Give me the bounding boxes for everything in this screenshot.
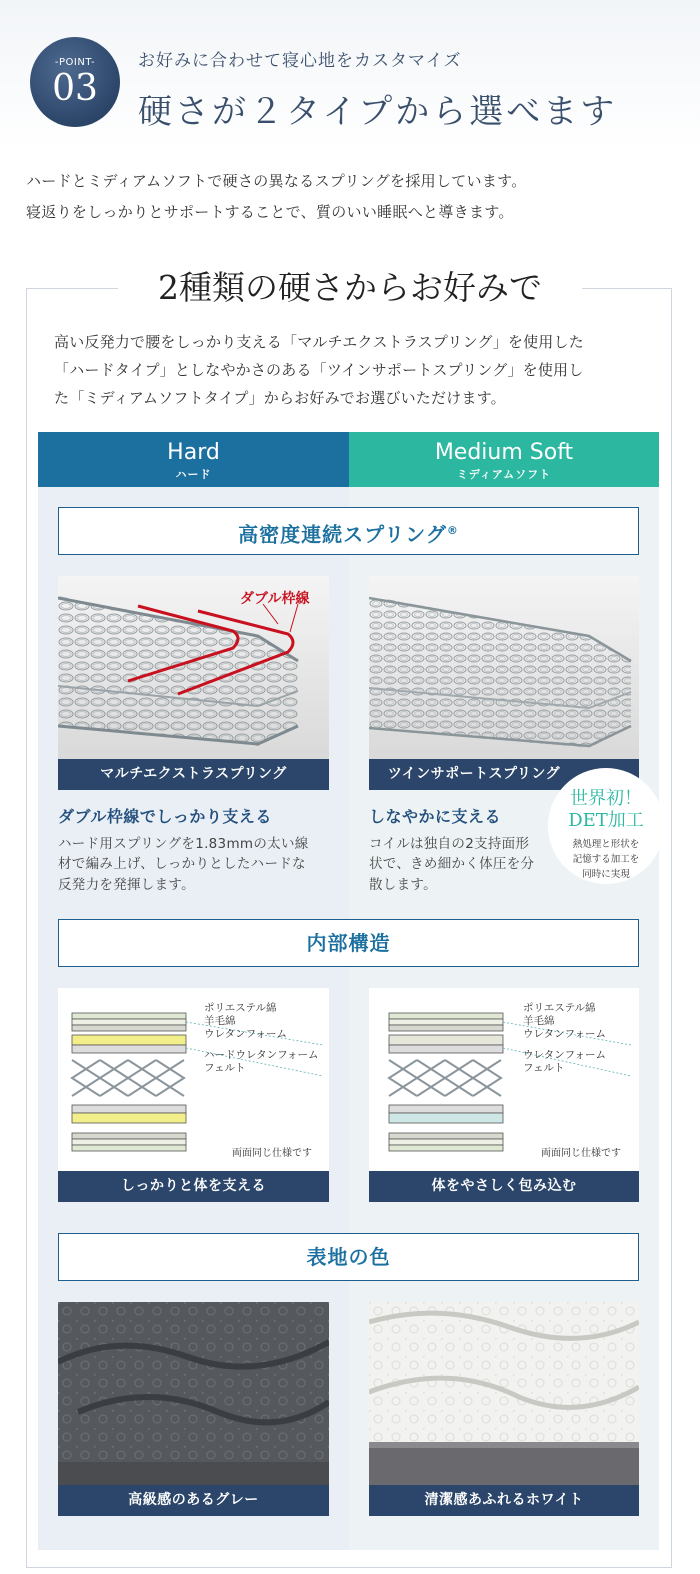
- double-frame-label: ダブル枠線: [240, 591, 310, 607]
- fabric-illustration: [58, 1302, 329, 1485]
- point-number: 03: [52, 68, 98, 109]
- soft-spring-subhead: しなやかに支える: [369, 807, 502, 826]
- hard-structure-caption: しっかりと体を支える: [58, 1171, 329, 1202]
- registered-mark: ®: [446, 524, 459, 537]
- hard-spring-subhead: ダブル枠線でしっかり支える: [58, 807, 272, 826]
- layer-label: ポリエステル綿: [204, 1002, 277, 1014]
- section-desc-3: た「ミディアムソフトタイプ」からお好みでお選びいただけます。: [54, 389, 506, 407]
- layer-label: ハードウレタンフォーム: [204, 1049, 319, 1061]
- det-badge-subtitle: DET加工: [568, 810, 644, 831]
- soft-spring-caption-text: ツインサポートスプリング: [387, 766, 561, 782]
- gray-fabric-photo: [58, 1302, 329, 1485]
- layer-label: ポリエステル綿: [523, 1002, 596, 1014]
- hard-structure-diagram: [58, 988, 329, 1171]
- layer-label: ウレタンフォーム: [523, 1049, 607, 1061]
- det-badge-note-2: 記憶する加工を: [572, 854, 640, 865]
- soft-spring-body-1: コイルは独自の2支持面形: [369, 836, 530, 852]
- intro-line-2: 寝返りをしっかりとサポートすることで、質のいい睡眠へと導きます。: [26, 203, 514, 221]
- soft-spring-photo: [369, 576, 639, 759]
- layer-label: 羊毛綿: [204, 1015, 236, 1027]
- both-sides-note: 両面同じ仕様です: [232, 1148, 312, 1159]
- header-title: 硬さが２タイプから選べます: [138, 92, 618, 132]
- intro-line-1: ハードとミディアムソフトで硬さの異なるスプリングを採用しています。: [26, 172, 527, 190]
- layer-label: フェルト: [523, 1062, 565, 1074]
- tab-hard-sublabel: ハード: [175, 468, 212, 481]
- det-badge-note-1: 熱処理と形状を: [572, 839, 640, 850]
- section-desc-1: 高い反発力で腰をしっかり支える「マルチエクストラスプリング」を使用した: [54, 333, 584, 351]
- hard-spring-caption: マルチエクストラスプリング: [58, 759, 329, 790]
- fabric-illustration: [369, 1302, 639, 1485]
- layer-label: ウレタンフォーム: [204, 1028, 288, 1040]
- det-badge: [548, 768, 664, 884]
- soft-spring-body-2: 状で、きめ細かく体圧を分: [369, 856, 535, 872]
- tab-medium-soft: [349, 432, 659, 487]
- white-fabric-caption: 清潔感あふれるホワイト: [369, 1485, 639, 1516]
- gray-fabric-caption: 高級感のあるグレー: [58, 1485, 329, 1516]
- tab-hard: [38, 432, 349, 487]
- header-subtitle: お好みに合わせて寝心地をカスタマイズ: [138, 51, 462, 71]
- section-desc-2: 「ハードタイプ」としなやかさのある「ツインサポートスプリング」を使用し: [54, 361, 584, 379]
- section-title: 2種類の硬さからお好みで: [118, 262, 582, 314]
- spring-illustration: [369, 576, 639, 759]
- layer-label: フェルト: [204, 1062, 246, 1074]
- tab-soft-label: Medium Soft: [434, 440, 574, 465]
- spring-heading: [58, 507, 639, 555]
- point-badge: [30, 37, 120, 127]
- layer-label: 羊毛綿: [523, 1015, 555, 1027]
- hard-spring-body-2: 材で編み上げ、しっかりとしたハードな: [58, 856, 306, 872]
- both-sides-note: 両面同じ仕様です: [541, 1148, 621, 1159]
- det-badge-title: 世界初！: [570, 788, 642, 809]
- spring-heading-text: 高密度連続スプリング: [238, 522, 447, 547]
- hard-spring-photo: [58, 576, 329, 759]
- soft-spring-body-3: 散します。: [369, 877, 437, 893]
- tab-soft-sublabel: ミディアムソフト: [456, 468, 552, 481]
- structure-heading: 内部構造: [58, 919, 639, 967]
- white-fabric-photo: [369, 1302, 639, 1485]
- tab-hard-label: Hard: [167, 440, 220, 465]
- soft-structure-diagram: [369, 988, 639, 1171]
- point-label: -POINT-: [54, 57, 96, 68]
- fabric-heading: 表地の色: [58, 1233, 639, 1281]
- soft-structure-caption: 体をやさしく包み込む: [369, 1171, 639, 1202]
- layer-label: ウレタンフォーム: [523, 1028, 607, 1040]
- hard-spring-body-3: 反発力を発揮します。: [58, 877, 195, 893]
- det-badge-note-3: 同時に実現: [582, 869, 630, 880]
- hard-spring-body-1: ハード用スプリングを1.83mmの太い線: [58, 836, 309, 852]
